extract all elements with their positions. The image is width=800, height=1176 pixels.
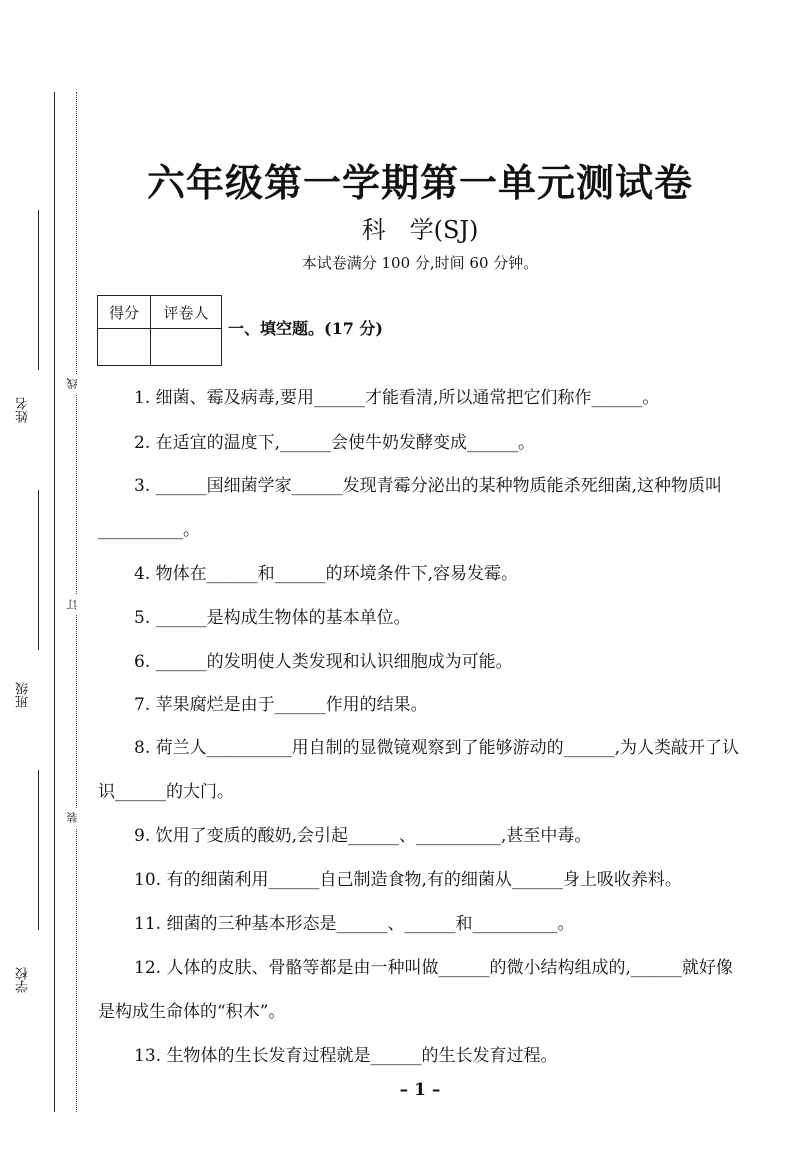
exam-info: 本试卷满分 100 分,时间 60 分钟。: [301, 254, 539, 272]
cut-mark-install: 装: [66, 808, 84, 828]
question-9: 9. 饮用了变质的酸奶,会引起______、__________,甚至中毒。: [134, 826, 592, 846]
grader-header: 评卷人: [151, 296, 222, 329]
school-field-label: 学校: [16, 967, 31, 993]
question-2: 2. 在适宜的温度下,______会使牛奶发酵变成______。: [134, 433, 536, 453]
question-1: 1. 细菌、霉及病毒,要用______才能看清,所以通常把它们称作______。: [134, 388, 660, 408]
question-4: 4. 物体在______和______的环境条件下,容易发霉。: [134, 564, 519, 584]
question-11: 11. 细菌的三种基本形态是______、______和__________。: [134, 914, 575, 934]
class-field-label: 班级: [16, 682, 31, 708]
question-10: 10. 有的细菌利用______自己制造食物,有的细菌从______身上吸收养料。: [134, 870, 682, 890]
grader-cell[interactable]: [151, 329, 222, 366]
subject-title: 科 学(SJ): [361, 216, 479, 244]
name-field-label: 姓名: [16, 397, 31, 423]
binding-line: [54, 92, 55, 1112]
question-5: 5. ______是构成生物体的基本单位。: [134, 608, 411, 628]
cut-mark-line: 线: [66, 374, 84, 394]
page-number: – 1 –: [399, 1080, 441, 1100]
page-title: 六年级第一学期第一单元测试卷: [146, 160, 693, 205]
question-8: 8. 荷兰人__________用自制的显微镜观察到了能够游动的______,为人类敲开了认识______的大门。: [98, 738, 740, 802]
name-field-rule: [38, 210, 39, 370]
score-cell[interactable]: [98, 329, 151, 366]
section-heading: 一、填空题。(17 分): [228, 319, 383, 338]
question-12: 12. 人体的皮肤、骨骼等都是由一种叫做______的微小结构组成的,______就好像是构成生命体的“积木”。: [98, 958, 733, 1022]
score-box: [97, 295, 222, 366]
cut-mark-bind: 订: [66, 595, 84, 615]
school-field-rule: [38, 770, 39, 930]
question-6: 6. ______的发明使人类发现和认识细胞成为可能。: [134, 652, 513, 672]
class-field-rule: [38, 490, 39, 650]
score-header: 得分: [98, 296, 151, 329]
question-3: 3. ______国细菌学家______发现青霉分泌出的某种物质能杀死细菌,这种物质叫__________。: [98, 476, 723, 540]
question-13: 13. 生物体的生长发育过程就是______的生长发育过程。: [134, 1046, 558, 1066]
question-7: 7. 苹果腐烂是由于______作用的结果。: [134, 695, 428, 715]
